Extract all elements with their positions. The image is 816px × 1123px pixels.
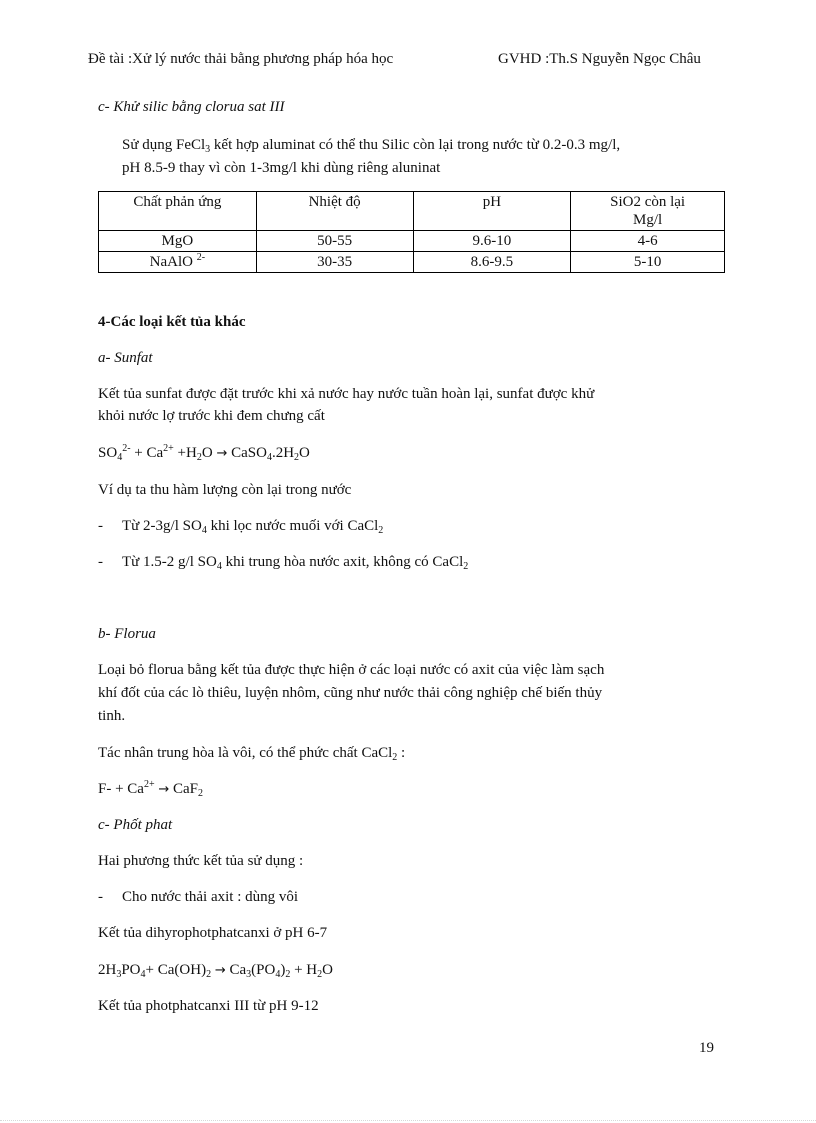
example-paragraph: Ví dụ ta thu hàm lượng còn lại trong nước: [98, 482, 352, 498]
silica-table: [98, 191, 725, 273]
photphatcanxi-paragraph: Kết tủa photphatcanxi III từ pH 9-12: [98, 998, 319, 1014]
header-advisor: GVHD :Th.S Nguyễn Ngọc Châu: [498, 51, 701, 67]
list-item-phosphate: -: [98, 889, 103, 905]
fluoride-equation: $F- + Ca^{2+} \to CaF_2$: [98, 779, 204, 799]
list-item-sulfate-1-text: Từ 2-3g/l $SO_4$ khi lọc nước muối với CaCl$_2$: [122, 518, 384, 536]
subsection-b-title: b- Florua: [98, 626, 156, 642]
table-header-cell: Nhiệt độ: [256, 192, 413, 231]
list-item-sulfate-1: -: [98, 518, 103, 534]
table-cell-sio2: 5-10: [571, 252, 725, 273]
list-item-phosphate-text: Cho nước thải axit : dùng vôi: [122, 889, 299, 905]
table-cell-temp: 50-55: [256, 231, 413, 252]
table-cell-sio2: 4-6: [571, 231, 725, 252]
table-cell-temp: 30-35: [256, 252, 413, 273]
header-topic: Đề tài :Xử lý nước thải bằng phương pháp hóa học: [88, 51, 394, 67]
table-cell-agent: NaAlO $^{2-}$: [99, 252, 257, 273]
arrow-right-icon: →: [158, 782, 170, 797]
arrow-right-icon: →: [216, 446, 228, 461]
section-c-title: c- Khử silic bằng clorua sat III: [98, 99, 285, 115]
table-header-cell: Chất phản ứng: [99, 192, 257, 231]
sulfate-equation: $SO_4^{2-} + Ca^{2+} +H_2O$ → $CaSO_4.2H_2O$: [98, 443, 310, 463]
dihydrophosphate-paragraph: Kết tủa dihyrophotphatcanxi ở pH 6-7: [98, 925, 328, 941]
neutralizer-paragraph: Tác nhân trung hòa là vôi, có thể phức chất CaCl$_2$ :: [98, 745, 406, 763]
fluoride-paragraph-line-3: tinh.: [98, 708, 126, 724]
list-item-sulfate-2: -: [98, 554, 103, 570]
phosphate-equation: $2H_3PO_4+ Ca(OH)_2 \to Ca_3(PO_4)_2 + H_2O$: [98, 962, 333, 980]
section-4-title: 4-Các loại kết tủa khác: [98, 314, 246, 330]
page-bottom-edge: [0, 1120, 816, 1121]
arrow-right-icon: →: [214, 963, 226, 978]
phosphate-intro: Hai phương thức kết tủa sử dụng :: [98, 853, 304, 869]
table-header-cell: pH: [413, 192, 571, 231]
subsection-a-title: a- Sunfat: [98, 350, 153, 366]
fluoride-paragraph-line-1: Loại bỏ florua bằng kết tủa được thực hiện ở các loại nước có axit của việc làm sạch: [98, 662, 605, 678]
table-row: [99, 231, 725, 252]
silic-paragraph-line-2: pH 8.5-9 thay vì còn 1-3mg/l khi dùng riêng aluninat: [122, 160, 441, 176]
subsection-c-title: c- Phốt phat: [98, 817, 173, 833]
table-header-cell: SiO2 còn lại Mg/l: [571, 192, 725, 231]
list-item-sulfate-2-text: Từ 1.5-2 g/l $SO_4$ khi trung hòa nước axit, không có CaCl$_2$: [122, 554, 469, 572]
page-number: 19: [699, 1040, 714, 1056]
table-cell-ph: 8.6-9.5: [413, 252, 571, 273]
table-cell-ph: 9.6-10: [413, 231, 571, 252]
sulfate-paragraph-line-2: khỏi nước lợ trước khi đem chưng cất: [98, 408, 325, 424]
silic-paragraph-line-1: Sử dụng FeCl$_3$ kết hợp aluminat có thể thu Silic còn lại trong nước từ 0.2-0.3 mg/l,: [122, 137, 621, 155]
table-header-row: [99, 192, 725, 231]
sulfate-paragraph-line-1: Kết tủa sunfat được đặt trước khi xả nước hay nước tuần hoàn lại, sunfat được khử: [98, 386, 595, 402]
table-cell-agent: MgO: [99, 231, 257, 252]
fluoride-paragraph-line-2: khí đốt của các lò thiêu, luyện nhôm, cũng như nước thải công nghiệp chế biến thủy: [98, 685, 603, 701]
table-row: [99, 252, 725, 273]
